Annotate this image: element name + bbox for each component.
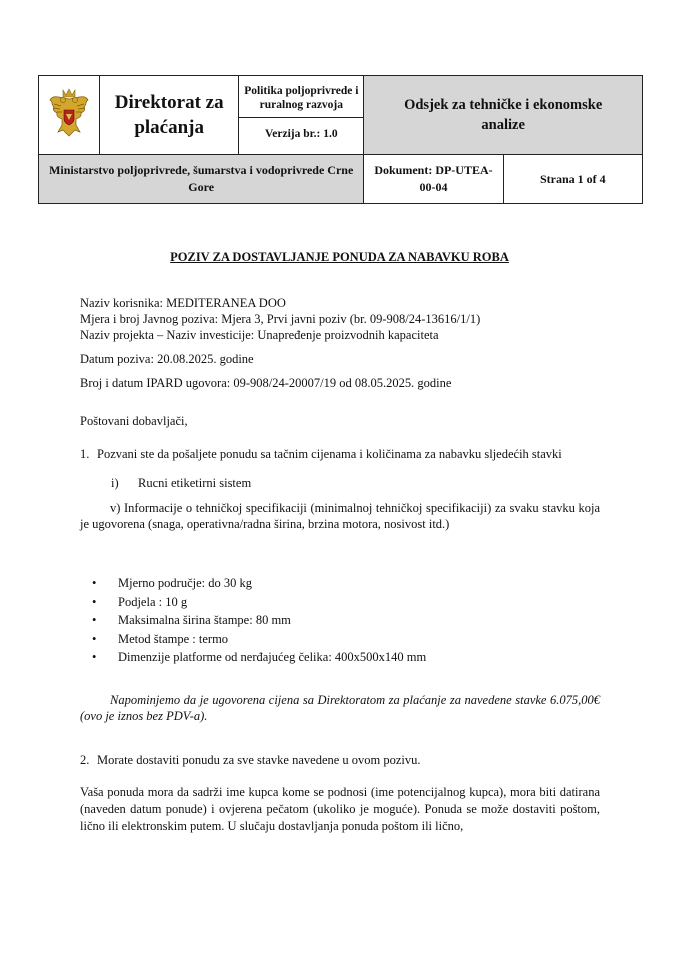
policy-cell	[239, 76, 364, 155]
section1-number: 1.	[80, 447, 90, 461]
item-name: Rucni etiketirni sistem	[138, 476, 252, 490]
bullet-icon: •	[92, 631, 97, 646]
montenegro-coat-of-arms-icon	[47, 86, 91, 140]
department-cell	[364, 76, 643, 155]
bullet-icon: •	[92, 594, 97, 609]
bullet-icon: •	[92, 576, 97, 590]
section1-text: Pozvani ste da pošaljete ponudu sa tačnim cijenama i količinama za nabavku sljedećih stavki	[97, 447, 562, 461]
list-item: • Mjerno područje: do 30 kg	[92, 574, 426, 593]
document-id: Dokument: DP-UTEA-00-04	[374, 163, 493, 194]
version-label: Verzija br.: 1.0	[265, 128, 338, 140]
ministry-cell	[39, 155, 364, 204]
org-name: Direktorat za plaćanja	[114, 92, 224, 138]
list-item: • Metod štampe : termo	[92, 630, 426, 649]
section2-number: 2.	[80, 753, 90, 767]
spec-list	[92, 574, 426, 667]
spec-description: v) Informacije o tehničkoj specifikaciji (minimalnoj tehničkoj specifikaciji) za svaku stavku koja je ugovorena (snaga, operativna/radna širina, brzina motora, nosivost itd.)	[80, 501, 600, 531]
list-item: • Maksimalna širina štampe: 80 mm	[92, 611, 426, 630]
contract-line: Broj i datum IPARD ugovora: 09-908/24-20007/19 od 08.05.2025. godine	[80, 376, 452, 390]
document-title: POZIV ZA DOSTAVLJANJE PONUDA ZA NABAVKU ROBA	[170, 250, 509, 264]
department-name: Odsjek za tehničke i ekonomske analize	[404, 97, 603, 133]
list-item: • Podjela : 10 g	[92, 593, 426, 612]
offer-paragraph: Vaša ponuda mora da sadrži ime kupca kome se podnosi (ime potencijalnog kupca), mora biti datirana (naveden datum ponude) i ovjerena pečatom (ukoliko je moguće). Ponuda se može dostaviti poštom, lično ili elektronskim putem. U slučaju dostavljanja ponuda poštom ili lično,	[80, 785, 600, 833]
project-line: Naziv projekta – Naziv investicije: Unapređenje proizvodnih kapaciteta	[80, 328, 439, 342]
document-id-cell	[364, 155, 503, 204]
measure-line: Mjera i broj Javnog poziva: Mjera 3, Prvi javni poziv (br. 09-908/24-13616/1/1)	[80, 312, 481, 326]
list-item: • Dimenzije platforme od nerđajućeg čelika: 400x500x140 mm	[92, 648, 426, 667]
item-number: i)	[111, 476, 119, 490]
beneficiary-line: Naziv korisnika: MEDITERANEA DOO	[80, 296, 286, 310]
page-info-cell	[503, 155, 642, 204]
ministry-policy: Politika poljoprivrede i ruralnog razvoja	[239, 81, 363, 118]
price-note: Napominjemo da je ugovorena cijena sa Direktoratom za plaćanje za navedene stavke 6.075,00€ (ovo je iznos bez PDV-a).	[80, 693, 600, 723]
header-table	[38, 75, 643, 204]
greeting: Poštovani dobavljači,	[80, 414, 188, 428]
date-line: Datum poziva: 20.08.2025. godine	[80, 352, 254, 366]
section2-text: Morate dostaviti ponudu za sve stavke navedene u ovom pozivu.	[97, 753, 421, 767]
ministry-name: Ministarstvo poljoprivrede, šumarstva i vodoprivrede Crne Gore	[49, 163, 354, 194]
page-info: Strana 1 of 4	[539, 171, 606, 186]
bullet-icon: •	[92, 650, 97, 664]
logo-cell	[39, 76, 100, 155]
org-name-cell	[100, 76, 239, 155]
bullet-icon: •	[92, 613, 97, 627]
